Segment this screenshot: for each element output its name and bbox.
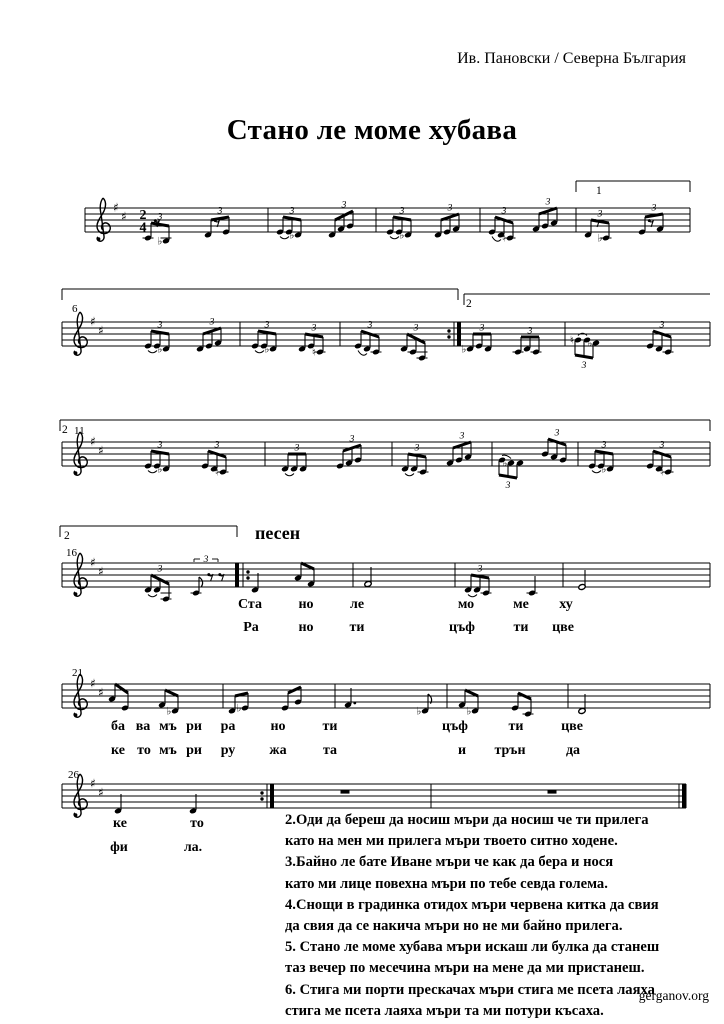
verse-line: като на мен ми прилега мъри твоето ситно ходене. <box>285 833 618 850</box>
staff-system-4 <box>60 526 710 602</box>
lyric-syllable: но <box>270 719 286 734</box>
svg-text:4: 4 <box>139 220 147 236</box>
lyric-syllable: фи <box>110 840 128 855</box>
lyric-syllable: Ста <box>238 597 262 612</box>
lyric-syllable: ти <box>508 719 524 734</box>
svg-text:6: 6 <box>72 303 78 315</box>
lyric-syllable: та <box>322 743 338 758</box>
svg-text:3: 3 <box>214 440 220 451</box>
svg-text:♭: ♭ <box>502 457 508 470</box>
svg-text:3: 3 <box>414 443 420 454</box>
verse-line: като ми лице повехна мъри по тебе севда голема. <box>285 875 608 892</box>
svg-text:♯: ♯ <box>90 434 96 449</box>
lyric-syllable: ти <box>349 620 365 635</box>
svg-text:♭: ♭ <box>157 343 163 356</box>
lyric-syllable: ме <box>513 597 529 612</box>
svg-text:3: 3 <box>341 200 347 211</box>
svg-text:3: 3 <box>651 203 657 214</box>
verse-line: 2.Оди да береш да носиш мъри да носиш че ти прилега <box>285 812 649 828</box>
staff-system-2 <box>62 289 710 371</box>
svg-text:♯: ♯ <box>90 676 96 691</box>
svg-text:♯: ♯ <box>121 209 127 224</box>
svg-text:♮: ♮ <box>501 232 506 245</box>
lyric-syllable: ру <box>220 743 236 758</box>
svg-text:♮: ♮ <box>569 334 574 347</box>
lyric-syllable: ке <box>111 743 125 758</box>
svg-text:3: 3 <box>447 203 453 214</box>
svg-text:3: 3 <box>601 440 607 451</box>
lyric-syllable: ва <box>135 719 151 734</box>
lyric-syllable: мо <box>457 597 475 612</box>
verse-line: 5. Стано ле моме хубава мъри искаш ли булка да станеш <box>285 939 660 956</box>
svg-text:3: 3 <box>157 212 163 223</box>
svg-text:♯: ♯ <box>98 564 104 579</box>
svg-text:3: 3 <box>477 564 483 575</box>
svg-text:♭: ♭ <box>601 463 607 476</box>
lyric-syllable: цъф <box>449 620 475 635</box>
lyric-syllable: ке <box>113 816 127 831</box>
svg-text:♭: ♭ <box>157 463 163 476</box>
lyric-syllable: ри <box>186 719 202 734</box>
svg-text:3: 3 <box>545 197 551 208</box>
svg-text:3: 3 <box>157 440 163 451</box>
svg-text:3: 3 <box>659 320 665 331</box>
lyric-syllable: трън <box>494 743 526 758</box>
svg-text:♭: ♭ <box>166 705 172 718</box>
svg-text:3: 3 <box>203 555 209 565</box>
verse-line: 3.Байно ле бате Иване мъри че как да бера и нося <box>285 854 614 871</box>
svg-text:3: 3 <box>367 320 373 331</box>
song-section-label: песен <box>255 523 301 543</box>
verse-line: да свия да се накича мъри но не ми байно прилега. <box>285 918 623 935</box>
lyric-syllable: ти <box>513 620 529 635</box>
svg-text:♯: ♯ <box>98 323 104 338</box>
svg-text:3: 3 <box>659 440 665 451</box>
svg-text:♯: ♯ <box>113 200 119 215</box>
lyric-syllable: но <box>298 620 314 635</box>
svg-text:♯: ♯ <box>90 314 96 329</box>
lyric-syllable: и <box>457 743 467 758</box>
svg-text:3: 3 <box>311 323 317 334</box>
lyric-syllable: ла. <box>183 840 203 855</box>
lyric-syllable: мъ <box>159 719 177 734</box>
svg-text:2: 2 <box>466 298 472 310</box>
staff-system-5 <box>62 667 710 717</box>
svg-text:3: 3 <box>554 428 560 439</box>
svg-text:♯: ♯ <box>98 785 104 800</box>
svg-text:♭: ♭ <box>466 705 472 718</box>
svg-text:3: 3 <box>217 206 223 217</box>
lyric-syllable: Ра <box>243 620 259 635</box>
svg-text:3: 3 <box>294 443 300 454</box>
svg-text:3: 3 <box>349 434 355 445</box>
svg-text:3: 3 <box>209 317 215 328</box>
lyric-syllable: цве <box>552 620 574 635</box>
svg-text:1: 1 <box>596 185 602 197</box>
svg-text:3: 3 <box>289 206 295 217</box>
svg-text:3: 3 <box>459 431 465 442</box>
svg-text:3: 3 <box>413 323 419 334</box>
svg-text:2: 2 <box>139 208 147 223</box>
lyric-syllable: ле <box>349 597 365 612</box>
svg-text:♮: ♮ <box>659 466 664 479</box>
song-title: Стано ле моме хубава <box>226 114 518 146</box>
verse-line: 6. Стига ми порти прескачах мъри стига ме псета лаяха <box>285 981 655 998</box>
svg-text:♯: ♯ <box>90 776 96 791</box>
svg-text:21: 21 <box>72 667 83 679</box>
svg-text:2: 2 <box>64 530 70 542</box>
verse-line: стига ме псета лаяха мъри та ми потури късаха. <box>285 1002 604 1019</box>
svg-text:3: 3 <box>581 361 587 371</box>
verse-line: 4.Снощи в градинка отидох мъри червена китка да свия <box>285 896 659 913</box>
svg-text:16: 16 <box>66 547 77 559</box>
staff-system-3 <box>60 420 710 491</box>
lyric-syllable: но <box>298 597 314 612</box>
attribution: Ив. Пановски / Северна България <box>457 50 686 67</box>
svg-text:3: 3 <box>157 564 163 575</box>
website-url: gerganov.org <box>638 988 709 1003</box>
verses-block <box>285 810 659 1022</box>
verse-line: таз вечер по месечина мъри на мене да ми пристанеш. <box>285 960 645 977</box>
svg-text:♯: ♯ <box>90 555 96 570</box>
lyric-syllable: мъ <box>159 743 177 758</box>
lyric-syllable: цве <box>561 719 583 734</box>
staff-system-1 <box>85 181 690 247</box>
svg-text:♮: ♮ <box>214 466 219 479</box>
lyric-syllable: то <box>190 816 204 831</box>
svg-text:3: 3 <box>501 206 507 217</box>
svg-text:♭: ♭ <box>399 229 405 242</box>
svg-text:♭: ♭ <box>597 232 603 245</box>
svg-text:♮: ♮ <box>311 346 316 359</box>
svg-text:♭: ♭ <box>264 343 270 356</box>
svg-text:26: 26 <box>68 769 79 781</box>
lyric-syllable: ху <box>559 597 573 612</box>
svg-text:3: 3 <box>479 323 485 334</box>
svg-text:3: 3 <box>505 481 511 491</box>
svg-text:♭: ♭ <box>289 229 295 242</box>
svg-text:♯: ♯ <box>98 443 104 458</box>
svg-text:2: 2 <box>62 424 68 436</box>
svg-text:3: 3 <box>597 209 603 220</box>
svg-text:3: 3 <box>399 206 405 217</box>
svg-text:♯: ♯ <box>98 685 104 700</box>
svg-text:♭: ♭ <box>416 705 422 718</box>
lyric-syllable: ба <box>111 719 125 734</box>
svg-text:3: 3 <box>527 326 533 337</box>
lyric-syllable: то <box>137 743 151 758</box>
lyric-syllable: ри <box>186 743 202 758</box>
svg-text:♭: ♭ <box>157 235 163 248</box>
lyric-syllable: цъф <box>442 719 468 734</box>
lyric-syllable: ти <box>322 719 338 734</box>
svg-text:11: 11 <box>74 425 85 437</box>
svg-text:3: 3 <box>264 320 270 331</box>
lyric-syllable: жа <box>269 743 287 758</box>
svg-text:3: 3 <box>157 320 163 331</box>
svg-text:♭: ♭ <box>236 702 242 715</box>
svg-text:♭: ♭ <box>587 337 593 350</box>
svg-text:♭: ♭ <box>461 343 467 356</box>
lyric-syllable: да <box>565 743 581 758</box>
lyric-syllable: ра <box>220 719 236 734</box>
